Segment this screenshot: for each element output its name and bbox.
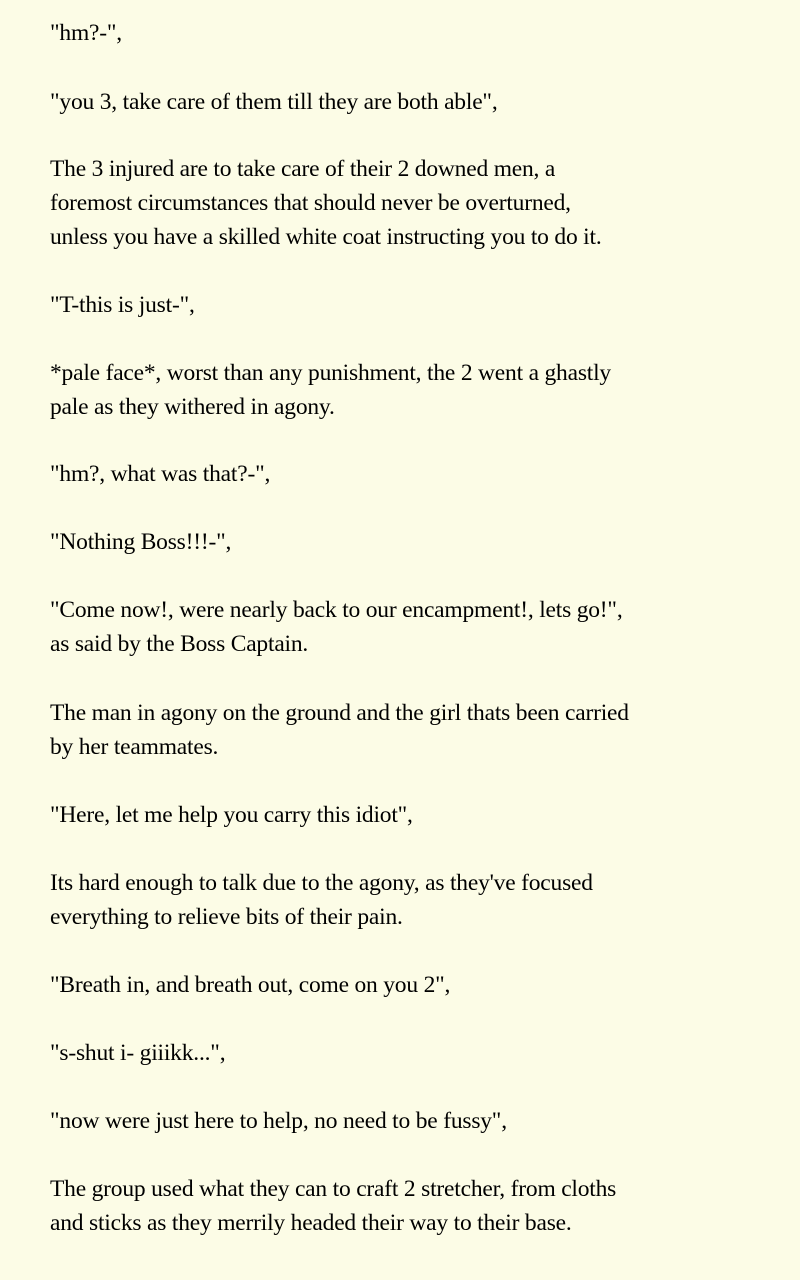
paragraph-1: "hm?-", [50, 20, 122, 46]
paragraph-5: *pale face*, worst than any punishment, the 2 went a ghastly pale as they withered in agony. [50, 360, 611, 420]
paragraph-12: "Breath in, and breath out, come on you 2", [50, 972, 451, 998]
paragraph-4: "T-this is just-", [50, 292, 195, 318]
paragraph-11: Its hard enough to talk due to the agony, as they've focused everything to relieve bits of their pain. [50, 870, 593, 930]
paragraph-9: The man in agony on the ground and the girl thats been carried by her teammates. [50, 700, 629, 760]
paragraph-8: "Come now!, were nearly back to our encampment!, lets go!", as said by the Boss Captain. [50, 597, 623, 657]
paragraph-10: "Here, let me help you carry this idiot", [50, 802, 413, 828]
paragraph-6: "hm?, what was that?-", [50, 461, 271, 487]
paragraph-13: "s-shut i- giiikk...", [50, 1040, 226, 1066]
paragraph-7: "Nothing Boss!!!-", [50, 529, 232, 555]
paragraph-15: The group used what they can to craft 2 stretcher, from cloths and sticks as they merrily headed their way to their base. [50, 1176, 617, 1236]
paragraph-14: "now were just here to help, no need to be fussy", [50, 1108, 507, 1134]
paragraph-2: "you 3, take care of them till they are both able", [50, 89, 498, 115]
paragraph-3: The 3 injured are to take care of their 2 downed men, a foremost circumstances that should never be overturned, unless you have a skilled white coat instructing you to do it. [50, 156, 602, 250]
